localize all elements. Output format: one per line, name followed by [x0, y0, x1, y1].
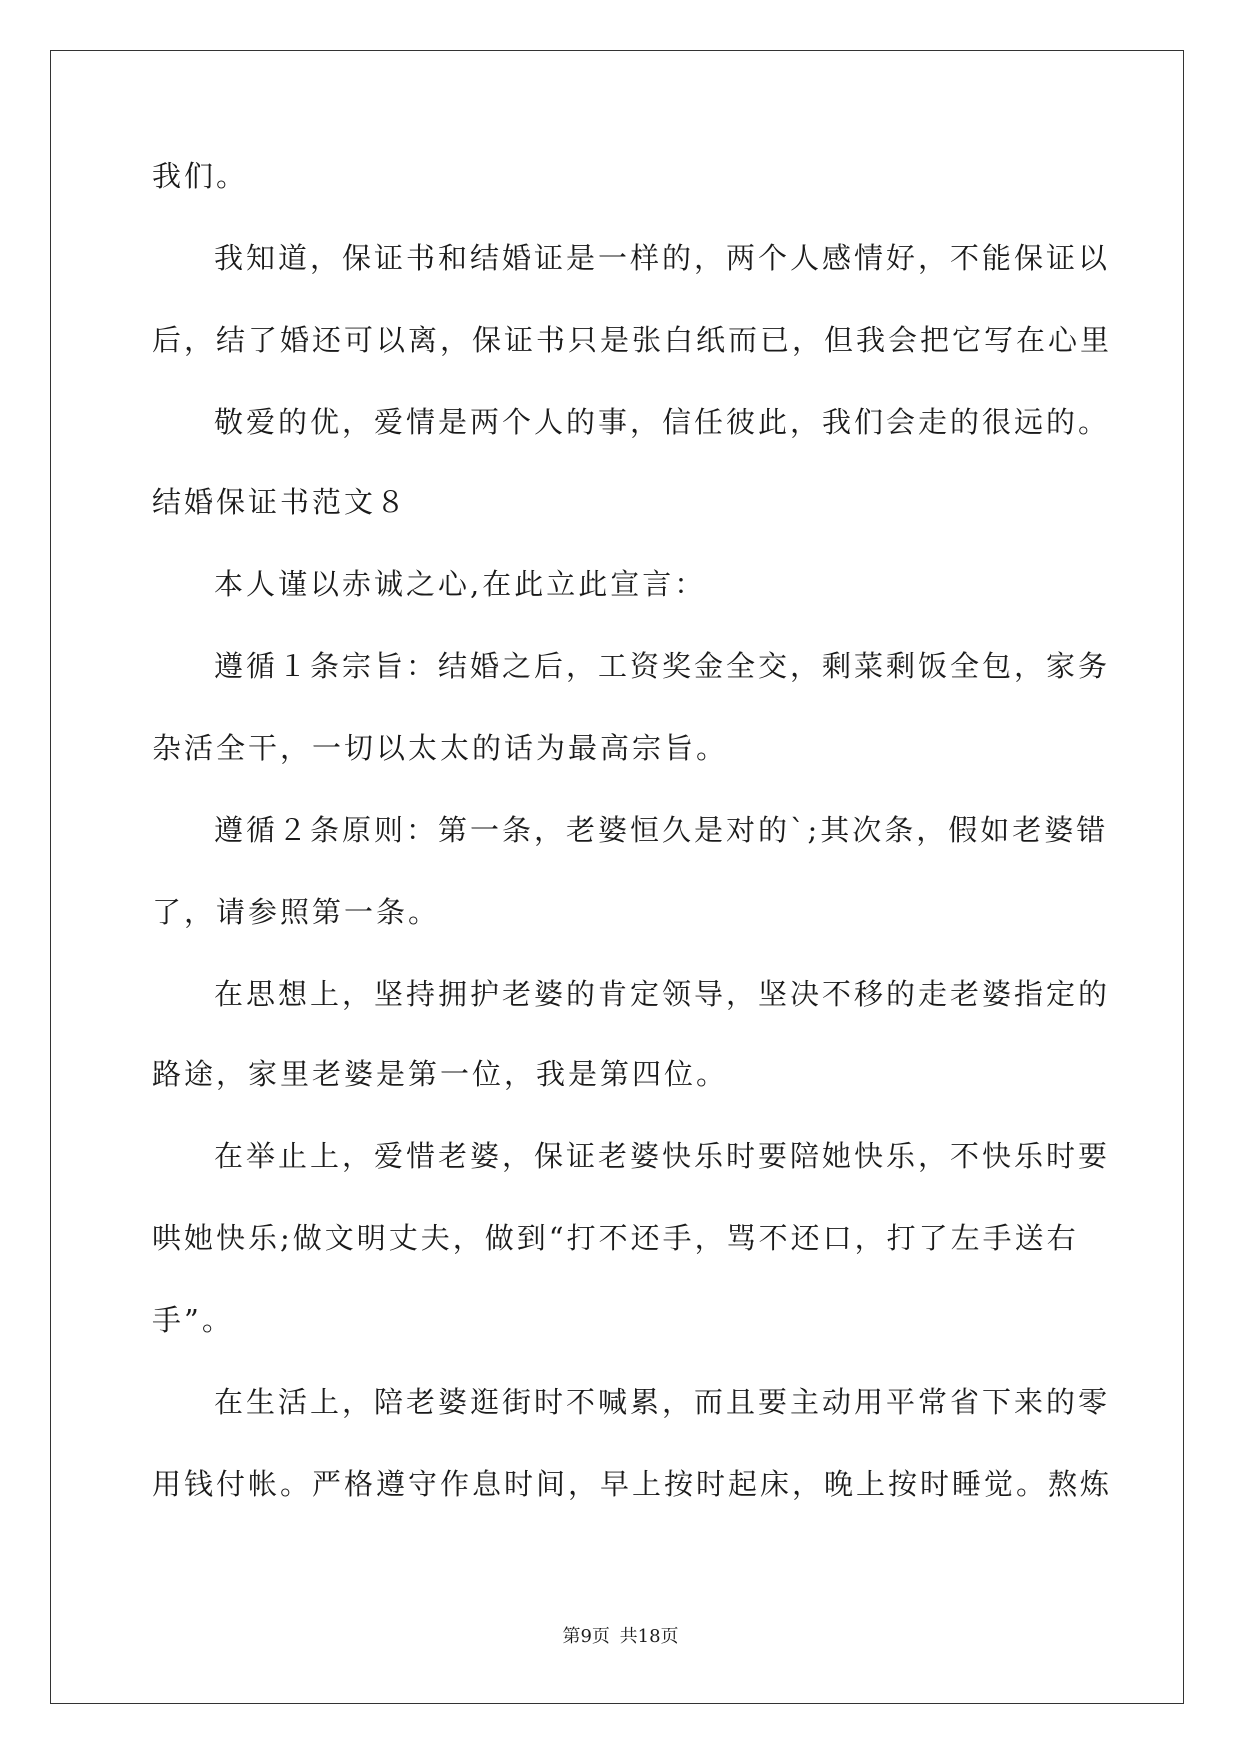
text-line: 后，结了婚还可以离，保证书只是张白纸而已，但我会把它写在心里 [152, 323, 1113, 357]
text-line: 哄她快乐;做文明丈夫，做到“打不还手，骂不还口，打了左手送右 [152, 1221, 1079, 1255]
paragraph-line: 在举止上，爱惜老婆，保证老婆快乐时要陪她快乐，不快乐时要 [214, 1139, 1111, 1173]
text-line: 路途，家里老婆是第一位，我是第四位。 [152, 1057, 729, 1091]
paragraph-line: 我知道，保证书和结婚证是一样的，两个人感情好，不能保证以 [214, 241, 1111, 275]
text-line: 杂活全干，一切以太太的话为最高宗旨。 [152, 731, 729, 765]
text-line: 我们。 [152, 159, 249, 193]
text-line: 用钱付帐。严格遵守作息时间，早上按时起床，晚上按时睡觉。熬炼 [152, 1467, 1113, 1501]
text-line: 了，请参照第一条。 [152, 895, 441, 929]
page-border [50, 50, 1184, 1704]
paragraph-line: 本人谨以赤诚之心,在此立此宣言： [214, 567, 707, 601]
page-total: 共18页 [619, 1626, 679, 1647]
page-number: 第9页 [562, 1626, 610, 1647]
paragraph-line: 遵循１条宗旨：结婚之后，工资奖金全交，剩菜剩饭全包，家务 [214, 649, 1111, 683]
section-heading: 结婚保证书范文８ [152, 485, 409, 519]
paragraph-line: 遵循２条原则：第一条，老婆恒久是对的`;其次条，假如老婆错 [214, 813, 1109, 847]
text-line: 手”。 [152, 1303, 234, 1337]
paragraph-line: 在生活上，陪老婆逛街时不喊累，而且要主动用平常省下来的零 [214, 1385, 1111, 1419]
paragraph-line: 敬爱的优，爱情是两个人的事，信任彼此，我们会走的很远的。 [214, 405, 1111, 439]
page-footer [0, 1622, 1241, 1648]
paragraph-line: 在思想上，坚持拥护老婆的肯定领导，坚决不移的走老婆指定的 [214, 977, 1111, 1011]
